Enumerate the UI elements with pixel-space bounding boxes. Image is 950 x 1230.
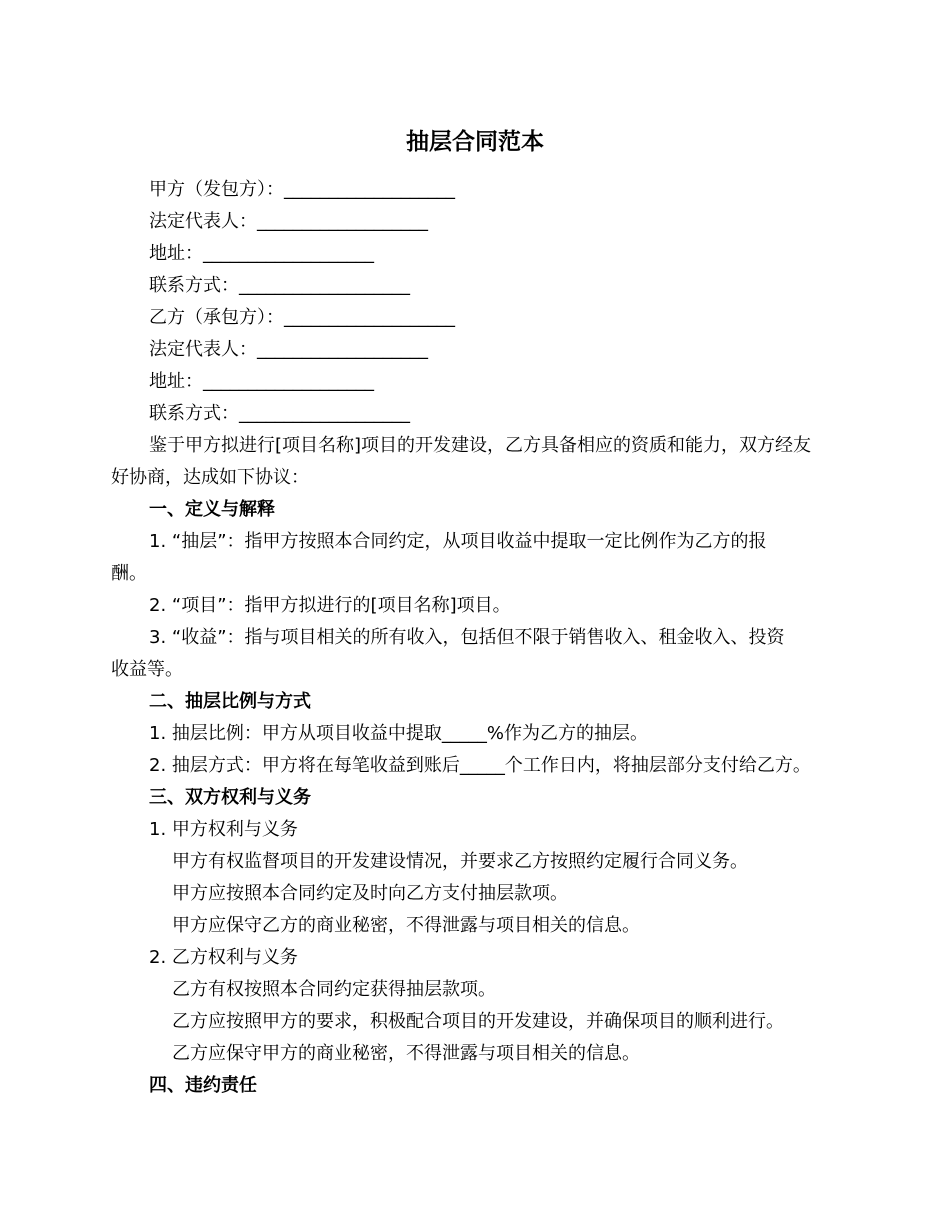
- clause-line: 乙方有权按照本合同约定获得抽层款项。: [172, 979, 496, 1000]
- party-b-address-line: 地址：___________________: [149, 371, 374, 392]
- clause-line: 乙方应保守甲方的商业秘密，不得泄露与项目相关的信息。: [172, 1043, 640, 1064]
- clause-line: 甲方有权监督项目的开发建设情况，并要求乙方按照约定履行合同义务。: [172, 851, 748, 872]
- clause-line: 3. “收益”：指与项目相关的所有收入，包括但不限于销售收入、租金收入、投资: [149, 627, 785, 648]
- clause-line: 收益等。: [111, 659, 183, 680]
- section-heading-rights: 三、双方权利与义务: [149, 787, 311, 808]
- clause-line: 甲方应保守乙方的商业秘密，不得泄露与项目相关的信息。: [172, 915, 640, 936]
- subsection-heading-party-b: 2. 乙方权利与义务: [149, 947, 298, 968]
- party-b-representative-line: 法定代表人：___________________: [149, 339, 428, 360]
- preamble-line: 鉴于甲方拟进行[项目名称]项目的开发建设，乙方具备相应的资质和能力，双方经友: [149, 435, 812, 456]
- clause-line: 1. 抽层比例：甲方从项目收益中提取_____%作为乙方的抽层。: [149, 723, 648, 744]
- clause-line: 酬。: [111, 563, 147, 584]
- party-a-contact-line: 联系方式：___________________: [149, 275, 410, 296]
- clause-line: 1. “抽层”：指甲方按照本合同约定，从项目收益中提取一定比例作为乙方的报: [149, 531, 767, 552]
- subsection-heading-party-a: 1. 甲方权利与义务: [149, 819, 298, 840]
- clause-line: 2. 抽层方式：甲方将在每笔收益到账后_____个工作日内，将抽层部分支付给乙方。: [149, 755, 811, 776]
- page-title: 抽层合同范本: [406, 129, 544, 155]
- party-a-representative-line: 法定代表人：___________________: [149, 211, 428, 232]
- section-heading-liability: 四、违约责任: [149, 1075, 257, 1096]
- party-a-name-line: 甲方（发包方）：___________________: [149, 179, 455, 200]
- clause-line: 乙方应按照甲方的要求，积极配合项目的开发建设，并确保项目的顺利进行。: [172, 1011, 784, 1032]
- clause-line: 甲方应按照本合同约定及时向乙方支付抽层款项。: [172, 883, 568, 904]
- clause-line: 2. “项目”：指甲方拟进行的[项目名称]项目。: [149, 595, 511, 616]
- section-heading-definitions: 一、定义与解释: [149, 499, 275, 520]
- party-a-address-line: 地址：___________________: [149, 243, 374, 264]
- party-b-contact-line: 联系方式：___________________: [149, 403, 410, 424]
- section-heading-ratio: 二、抽层比例与方式: [149, 691, 311, 712]
- party-b-name-line: 乙方（承包方）：___________________: [149, 307, 455, 328]
- preamble-line: 好协商，达成如下协议：: [111, 467, 309, 488]
